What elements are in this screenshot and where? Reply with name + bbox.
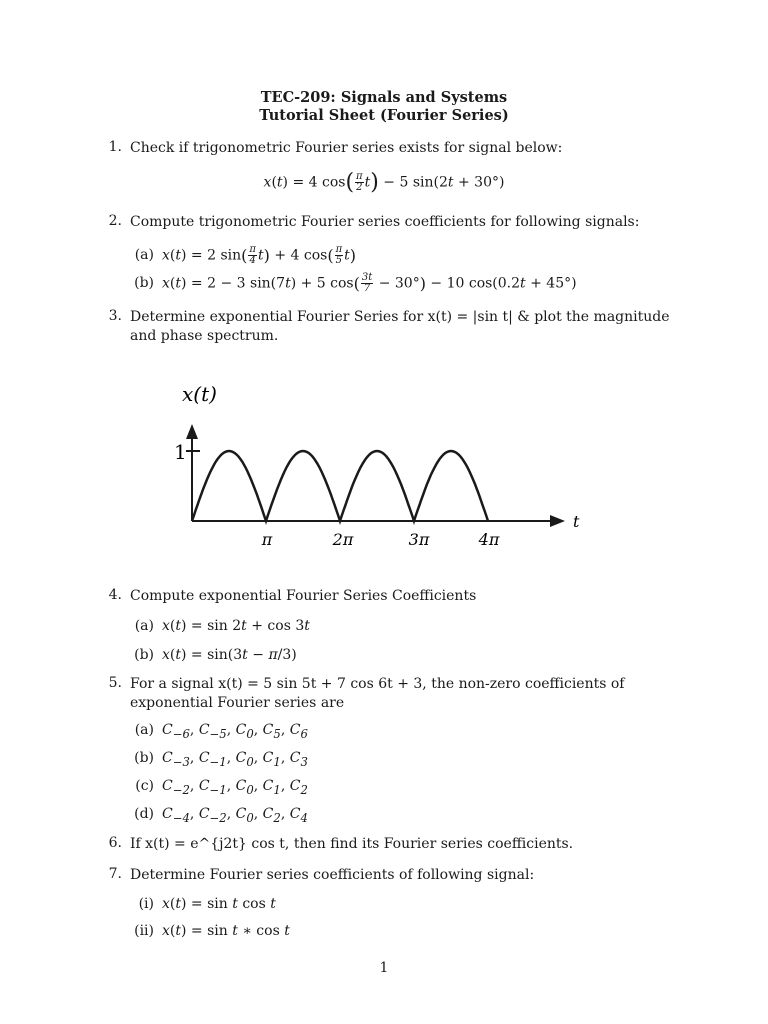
item-label: (a) xyxy=(134,247,154,263)
option-b-expression: $C_{-3}$, $C_{-1}$, $C_0$, $C_1$, $C_3$ xyxy=(162,750,308,769)
option-label: (b) xyxy=(134,750,154,766)
question-2-text: Compute trigonometric Fourier series coefficients for following signals: xyxy=(130,214,640,230)
y-tick-label: 1 xyxy=(174,440,187,464)
question-4a-expression: x(t) = sin 2t + cos 3t xyxy=(162,618,310,634)
x-tick-label: 3π xyxy=(408,530,430,549)
question-4-text: Compute exponential Fourier Series Coefficients xyxy=(130,588,477,604)
item-label: (b) xyxy=(134,275,154,291)
question-6-text: If x(t) = e^{j2t} cos t, then find its Fourier series coefficients. xyxy=(130,836,574,852)
question-2a-expression: x(t) = 2 sin( $\frac{\pi}{4}$ t) + 4 cos( $\frac{\pi}{5}$ t) xyxy=(162,244,357,266)
page-number: 1 xyxy=(379,960,389,976)
item-label: (b) xyxy=(134,647,154,663)
question-number: 3. xyxy=(108,308,122,324)
question-7ii-expression: x(t) = sin t ∗ cos t xyxy=(162,923,290,939)
option-label: (d) xyxy=(134,806,154,822)
option-label: (c) xyxy=(135,778,154,794)
question-7-text: Determine Fourier series coefficients of following signal: xyxy=(130,867,535,883)
x-tick-label: π xyxy=(261,530,273,549)
question-2b-expression: x(t) = 2 − 3 sin(7t) + 5 cos( $\frac{3t}{7}$ − 30°) − 10 cos(0.2t + 45°) xyxy=(162,272,577,294)
signal-curve xyxy=(192,451,488,521)
document-subtitle: Tutorial Sheet (Fourier Series) xyxy=(259,107,509,124)
x-tick-label: 2π xyxy=(332,530,354,549)
x-axis-label: t xyxy=(573,512,580,531)
question-number: 5. xyxy=(108,675,122,691)
graph-axes xyxy=(186,424,565,527)
question-5-text: For a signal x(t) = 5 sin 5t + 7 cos 6t + 3, the non-zero coefficients of exponential Fourier series are xyxy=(130,676,625,711)
x-tick-label: 4π xyxy=(478,530,500,549)
question-1-equation: x(t) = 4 cos( $\frac{\pi}{2}$ t) − 5 sin(2t + 30°) xyxy=(263,170,505,195)
item-label: (a) xyxy=(134,618,154,634)
question-number: 4. xyxy=(108,587,122,603)
item-label: (i) xyxy=(138,896,154,912)
y-axis-label: x(t) xyxy=(182,382,217,406)
item-label: (ii) xyxy=(134,923,154,939)
option-a-expression: $C_{-6}$, $C_{-5}$, $C_0$, $C_5$, $C_6$ xyxy=(162,722,308,741)
document-title: TEC-209: Signals and Systems xyxy=(260,89,508,106)
question-number: 2. xyxy=(108,213,122,229)
question-number: 6. xyxy=(108,835,122,851)
question-number: 7. xyxy=(108,866,122,882)
option-d-expression: $C_{-4}$, $C_{-2}$, $C_0$, $C_2$, $C_4$ xyxy=(162,806,308,825)
question-4b-expression: x(t) = sin(3t − π/3) xyxy=(162,647,297,663)
option-c-expression: $C_{-2}$, $C_{-1}$, $C_0$, $C_1$, $C_2$ xyxy=(162,778,308,797)
x-axis-arrow-icon xyxy=(550,515,565,527)
option-label: (a) xyxy=(134,722,154,738)
y-axis-arrow-icon xyxy=(186,424,198,439)
question-3-text: Determine exponential Fourier Series for x(t) = |sin t| & plot the magnitude and phase spectrum. xyxy=(130,309,670,344)
question-number: 1. xyxy=(108,139,122,155)
rectified-sine-graph xyxy=(170,375,590,555)
question-1-text: Check if trigonometric Fourier series exists for signal below: xyxy=(130,140,563,156)
question-7i-expression: x(t) = sin t cos t xyxy=(162,896,276,912)
